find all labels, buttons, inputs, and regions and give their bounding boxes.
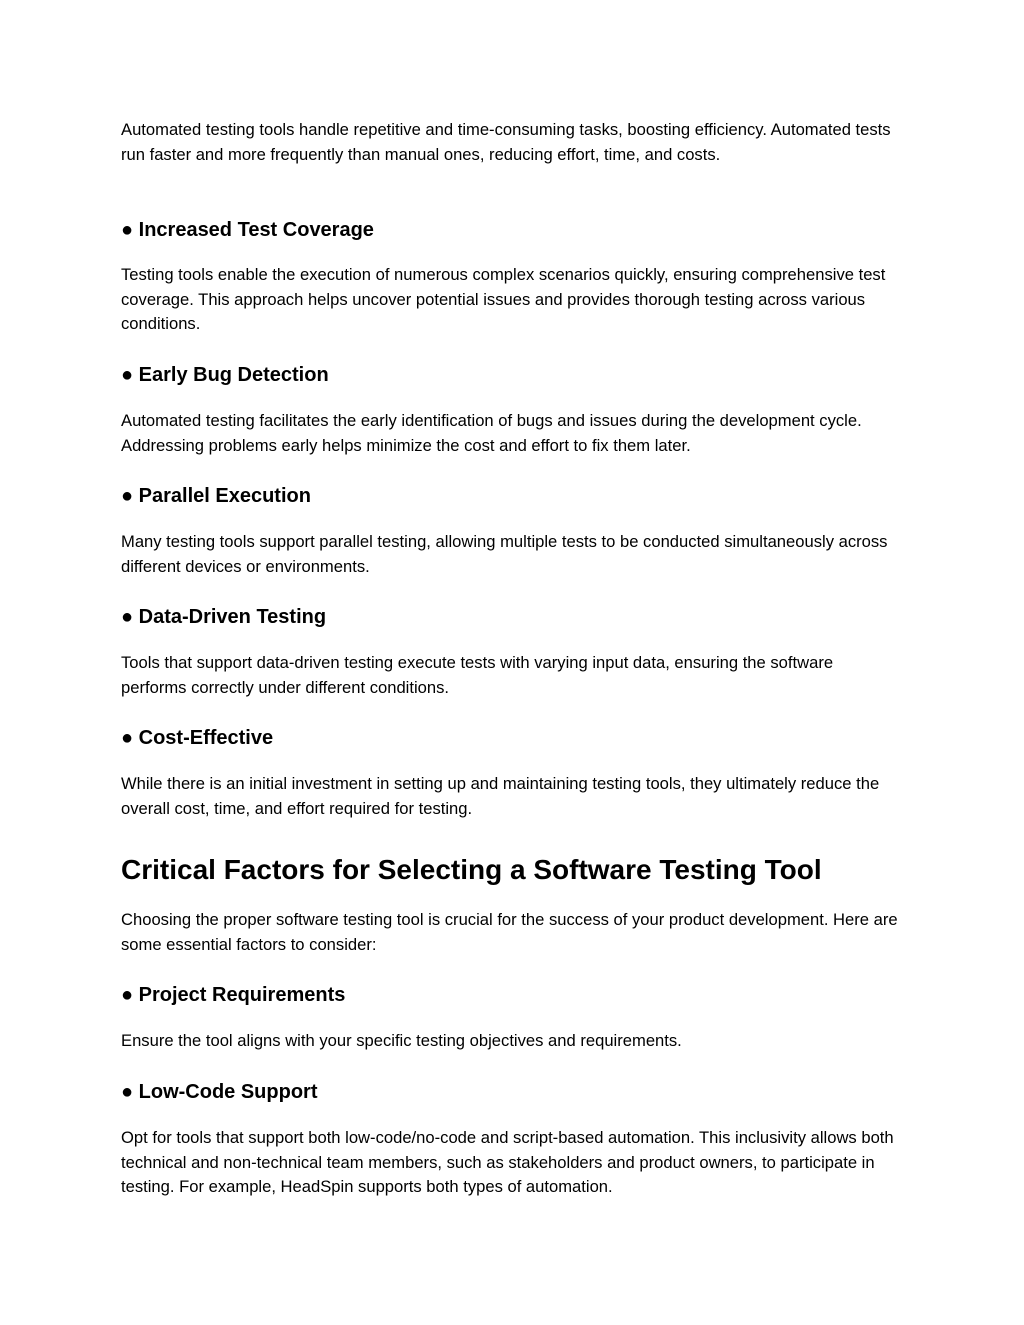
- heading-project-requirements: ● Project Requirements: [121, 984, 346, 1006]
- paragraph-parallel-execution: Many testing tools support parallel testing, allowing multiple tests to be conducted simultaneously across different devices or environments.: [121, 532, 888, 576]
- heading-data-driven-testing: ● Data-Driven Testing: [121, 606, 327, 628]
- paragraph-cost-effective: While there is an initial investment in setting up and maintaining testing tools, they ultimately reduce the overall cost, time, and effort required for testing.: [121, 774, 880, 818]
- heading-parallel-execution: ● Parallel Execution: [121, 485, 311, 507]
- paragraph-project-requirements: Ensure the tool aligns with your specific testing objectives and requirements.: [121, 1031, 682, 1050]
- paragraph-low-code: Opt for tools that support both low-code/no-code and script-based automation. This inclusivity allows both technical and non-technical team members, such as stakeholders and product owners, to participate in testing. For example, HeadSpin supports both types of automation.: [121, 1128, 894, 1196]
- paragraph-bug-detection: Automated testing facilitates the early identification of bugs and issues during the development cycle. Addressing problems early helps minimize the cost and effort to fix them later.: [121, 411, 862, 455]
- heading-low-code-support: ● Low-Code Support: [121, 1081, 318, 1103]
- heading-early-bug-detection: ● Early Bug Detection: [121, 364, 329, 386]
- heading-critical-factors: Critical Factors for Selecting a Software Testing Tool: [121, 854, 822, 885]
- paragraph-test-coverage: Testing tools enable the execution of numerous complex scenarios quickly, ensuring comprehensive test coverage. This approach helps uncover potential issues and provides thorough testing across various conditions.: [121, 265, 886, 333]
- paragraph-efficiency: Automated testing tools handle repetitive and time-consuming tasks, boosting efficiency. Automated tests run faster and more frequently than manual ones, reducing effort, time, and costs.: [121, 120, 891, 164]
- heading-increased-test-coverage: ● Increased Test Coverage: [121, 219, 374, 241]
- heading-cost-effective: ● Cost-Effective: [121, 727, 274, 749]
- paragraph-choosing-tool: Choosing the proper software testing tool is crucial for the success of your product development. Here are some essential factors to consider:: [121, 910, 898, 954]
- paragraph-data-driven: Tools that support data-driven testing execute tests with varying input data, ensuring the software performs correctly under different conditions.: [121, 653, 834, 697]
